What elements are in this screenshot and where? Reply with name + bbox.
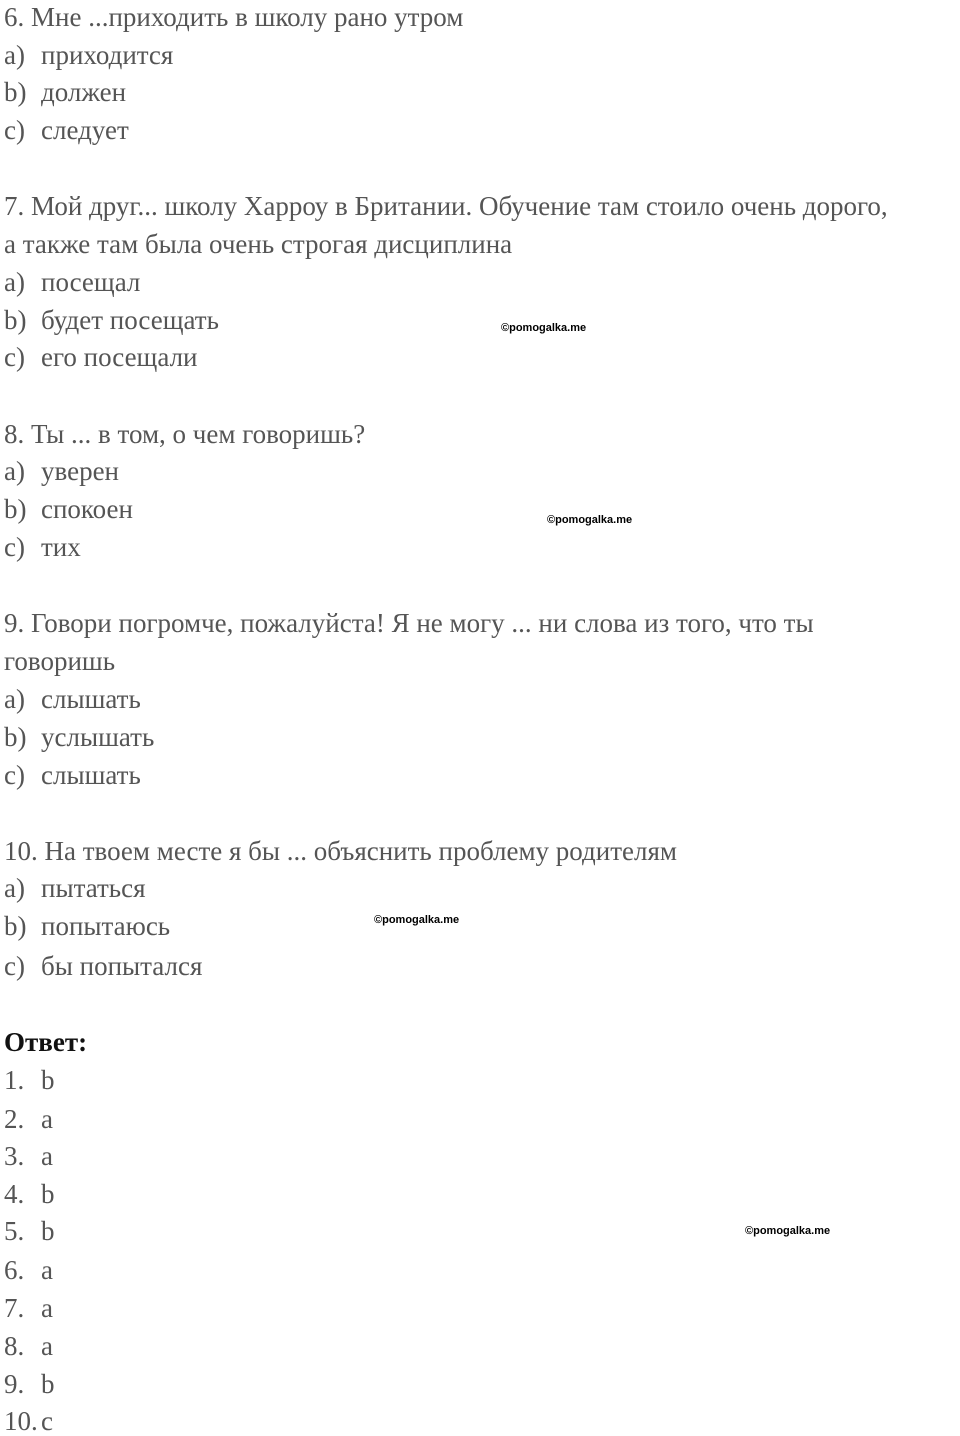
answer-item-10: 10. c [4,1406,53,1436]
question-6-option-a: a) приходится [4,40,174,70]
question-7-option-a: a) посещал [4,267,141,297]
answer-item-4: 4. b [4,1179,55,1209]
answer-heading: Ответ: [4,1027,88,1057]
answer-item-7: 7. a [4,1293,53,1323]
question-10-text: 10. На твоем месте я бы ... объяснить проблему родителям [4,836,677,866]
answer-item-5: 5. b [4,1216,55,1246]
question-10-option-c: c) бы попытался [4,951,203,981]
watermark: ©pomogalka.me [374,914,460,926]
question-8-text: 8. Ты ... в том, о чем говоришь? [4,419,366,449]
watermark: ©pomogalka.me [547,514,633,526]
answer-item-2: 2. a [4,1104,53,1134]
watermark: ©pomogalka.me [501,322,587,334]
question-7-text-continued: а также там была очень строгая дисциплина [4,229,513,259]
question-10-option-a: a) пытаться [4,873,146,903]
answer-item-6: 6. a [4,1255,53,1285]
question-10-option-b: b) попытаюсь [4,911,171,941]
question-6-text: 6. Мне ...приходить в школу рано утром [4,2,464,32]
question-6-option-b: b) должен [4,77,127,107]
answer-item-9: 9. b [4,1369,55,1399]
question-9-option-c: c) слышать [4,760,141,790]
question-9-option-a: a) слышать [4,684,141,714]
answer-item-1: 1. b [4,1065,55,1095]
watermark: ©pomogalka.me [745,1225,831,1237]
question-8-option-c: c) тих [4,532,81,562]
question-6-option-c: c) следует [4,115,129,145]
question-7-option-b: b) будет посещать [4,305,219,335]
question-9-text-continued: говоришь [4,646,116,676]
question-9-option-b: b) услышать [4,722,155,752]
question-8-option-b: b) спокоен [4,494,133,524]
question-7-option-c: c) его посещали [4,342,198,372]
question-7-text: 7. Мой друг... школу Харроу в Британии. Обучение там стоило очень дорого, [4,191,888,221]
answer-item-3: 3. a [4,1141,53,1171]
question-8-option-a: a) уверен [4,456,120,486]
answer-item-8: 8. a [4,1331,53,1361]
question-9-text: 9. Говори погромче, пожалуйста! Я не могу ... ни слова из того, что ты [4,608,814,638]
